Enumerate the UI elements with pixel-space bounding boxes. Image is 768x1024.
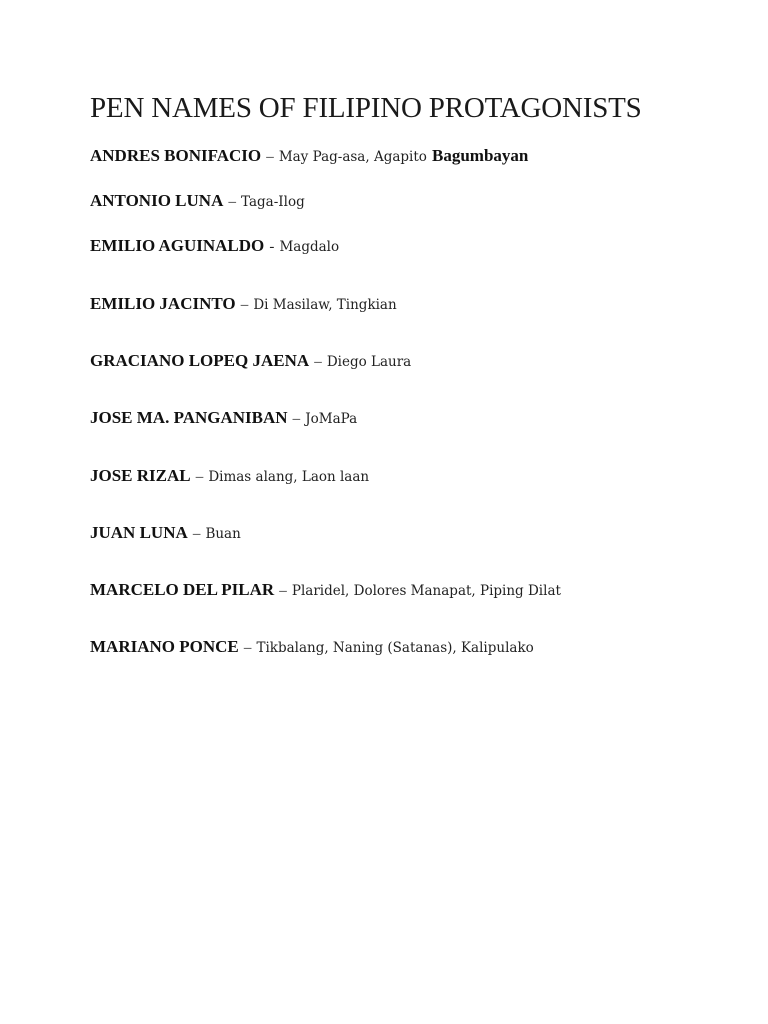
- entry-pen-names: Diego Laura: [326, 354, 412, 370]
- entry-pen-names: JoMaPa: [305, 411, 358, 427]
- entry-juan-luna: [90, 524, 241, 542]
- entry-marcelo-del-pilar: [90, 581, 561, 599]
- entry-mariano-ponce: [90, 638, 534, 656]
- entry-pen-names: Tikbalang, Naning (Satanas), Kalipulako: [256, 640, 534, 656]
- entry-separator: –: [292, 411, 301, 427]
- entry-name: ANDRES BONIFACIO: [90, 146, 262, 165]
- entry-separator: –: [192, 526, 201, 542]
- entry-separator: –: [279, 583, 287, 599]
- entry-pen-names: Buan: [205, 526, 241, 542]
- entry-name: EMILIO AGUINALDO: [90, 236, 265, 255]
- entry-emilio-jacinto: [90, 295, 397, 313]
- entry-separator: –: [228, 194, 236, 210]
- entry-name: JOSE MA. PANGANIBAN: [90, 408, 288, 427]
- entry-jose-ma-panganiban: [90, 409, 357, 427]
- entry-pen-names: Magdalo: [279, 239, 340, 255]
- entry-separator: –: [195, 469, 204, 485]
- entry-separator: –: [243, 640, 252, 656]
- entry-name: ANTONIO LUNA: [90, 191, 224, 210]
- entry-antonio-luna: [90, 192, 305, 210]
- entry-name: MARCELO DEL PILAR: [90, 580, 275, 599]
- entry-name: GRACIANO LOPEQ JAENA: [90, 351, 310, 370]
- entry-pen-names: May Pag-asa, Agapito: [278, 149, 427, 165]
- entry-pen-names: Plaridel, Dolores Manapat, Piping Dilat: [291, 583, 561, 599]
- entry-pen-names: Dimas alang, Laon laan: [208, 469, 370, 485]
- entry-graciano-lopez-jaena: [90, 352, 411, 370]
- entry-pen-names: Taga-Ilog: [241, 194, 305, 210]
- entry-pen-names-extra: Bagumbayan: [431, 146, 529, 165]
- entry-pen-names: Di Masilaw, Tingkian: [253, 297, 397, 313]
- entry-jose-rizal: [90, 467, 369, 485]
- entry-name: EMILIO JACINTO: [90, 294, 236, 313]
- entry-andres-bonifacio: [90, 147, 528, 165]
- entry-name: JOSE RIZAL: [90, 466, 191, 485]
- entry-emilio-aguinaldo: [90, 237, 339, 255]
- entry-separator: –: [266, 149, 274, 165]
- page-title: PEN NAMES OF FILIPINO PROTAGONISTS: [90, 92, 642, 124]
- entry-name: JUAN LUNA: [90, 523, 188, 542]
- entry-separator: –: [240, 297, 249, 313]
- entry-name: MARIANO PONCE: [90, 637, 239, 656]
- entry-separator: -: [269, 239, 275, 255]
- entry-separator: –: [314, 354, 322, 370]
